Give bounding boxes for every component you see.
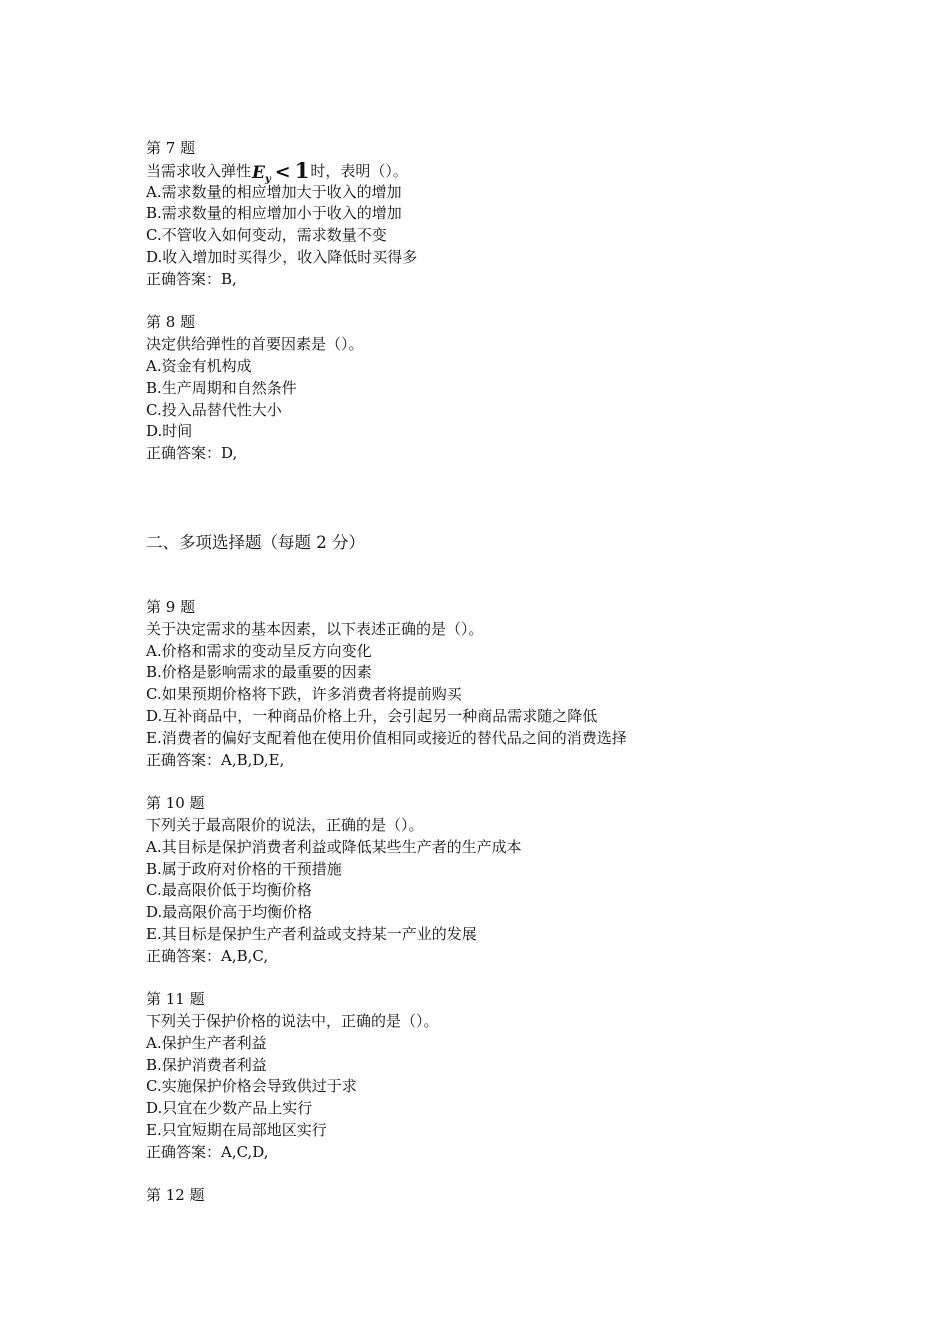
option-c: C.不管收入如何变动，需求数量不变 xyxy=(146,226,387,245)
section-heading: 二、多项选择题（每题 2 分） xyxy=(146,532,365,552)
option-e: E.其目标是保护生产者利益或支持某一产业的发展 xyxy=(146,924,477,943)
spacer xyxy=(146,465,906,531)
option-d: D.只宜在少数产品上实行 xyxy=(146,1099,313,1118)
option-a: A.价格和需求的变动呈反方向变化 xyxy=(146,641,372,660)
question-11 xyxy=(146,989,906,1163)
option-c: C.投入品替代性大小 xyxy=(146,400,282,419)
correct-answer: 正确答案：D, xyxy=(146,444,238,463)
question-stem: 关于决定需求的基本因素，以下表述正确的是（）。 xyxy=(146,619,484,638)
option-d: D.时间 xyxy=(146,422,193,441)
formula-less-than: < xyxy=(274,160,291,183)
option-a: A.资金有机构成 xyxy=(146,356,252,375)
option-e: E.只宜短期在局部地区实行 xyxy=(146,1121,327,1140)
option-b: B.属于政府对价格的干预措施 xyxy=(146,859,342,878)
spacer xyxy=(146,1164,906,1186)
option-b: B.价格是影响需求的最重要的因素 xyxy=(146,663,372,682)
question-7 xyxy=(146,138,906,291)
option-d: D.最高限价高于均衡价格 xyxy=(146,903,313,922)
option-a: A.其目标是保护消费者利益或降低某些生产者的生产成本 xyxy=(146,837,522,856)
question-12 xyxy=(146,1185,906,1207)
question-stem: 下列关于最高限价的说法，正确的是（）。 xyxy=(146,815,424,834)
option-e: E.消费者的偏好支配着他在使用价值相同或接近的替代品之间的消费选择 xyxy=(146,728,627,747)
option-d: D.互补商品中，一种商品价格上升，会引起另一种商品需求随之降低 xyxy=(146,706,598,725)
question-title: 第 7 题 xyxy=(146,139,196,157)
option-b: B.需求数量的相应增加小于收入的增加 xyxy=(146,204,402,223)
option-b: B.生产周期和自然条件 xyxy=(146,378,297,397)
correct-answer: 正确答案：B, xyxy=(146,269,237,288)
question-9 xyxy=(146,597,906,771)
question-8 xyxy=(146,312,906,465)
question-title: 第 10 题 xyxy=(146,794,205,813)
correct-answer: 正确答案：A,C,D, xyxy=(146,1142,269,1161)
question-stem: 下列关于保护价格的说法中，正确的是（）。 xyxy=(146,1012,439,1031)
spacer xyxy=(146,968,906,990)
option-c: C.实施保护价格会导致供过于求 xyxy=(146,1077,357,1096)
option-a: A.保护生产者利益 xyxy=(146,1033,267,1052)
question-stem xyxy=(146,157,906,185)
formula-subscript: y xyxy=(264,173,271,185)
spacer xyxy=(146,555,906,597)
question-title: 第 9 题 xyxy=(146,597,196,616)
correct-answer: 正确答案：A,B,C, xyxy=(146,946,269,965)
option-b: B.保护消费者利益 xyxy=(146,1055,267,1074)
question-title: 第 11 题 xyxy=(146,990,205,1009)
spacer xyxy=(146,771,906,793)
option-c: C.如果预期价格将下跌，许多消费者将提前购买 xyxy=(146,685,462,704)
spacer xyxy=(146,291,906,313)
question-title: 第 12 题 xyxy=(146,1186,205,1205)
formula-one: 1 xyxy=(294,157,310,183)
stem-text-after: 时，表明（）。 xyxy=(310,161,408,180)
stem-text-before: 当需求收入弹性 xyxy=(146,161,252,180)
option-a: A.需求数量的相应增加大于收入的增加 xyxy=(146,182,402,201)
question-10 xyxy=(146,793,906,967)
option-d: D.收入增加时买得少，收入降低时买得多 xyxy=(146,247,418,266)
question-title: 第 8 题 xyxy=(146,313,196,332)
document-page xyxy=(146,138,906,1207)
option-c: C.最高限价低于均衡价格 xyxy=(146,881,312,900)
question-stem: 决定供给弹性的首要因素是（）。 xyxy=(146,335,364,354)
correct-answer: 正确答案：A,B,D,E, xyxy=(146,750,285,769)
formula-symbol: E xyxy=(252,162,265,183)
